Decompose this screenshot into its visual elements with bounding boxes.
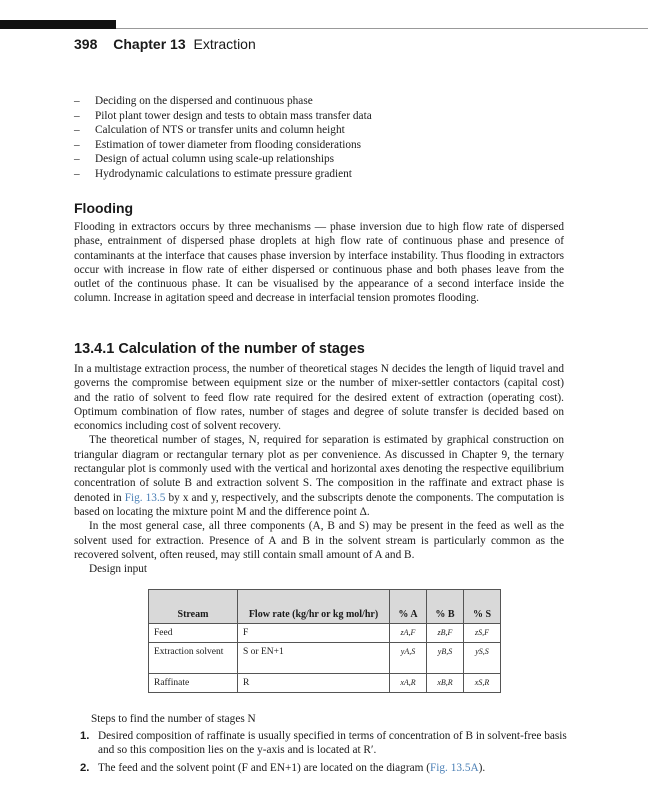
list-item: – Hydrodynamic calculations to estimate pressure gradient	[74, 167, 352, 180]
list-item: – Estimation of tower diameter from flooding considerations	[74, 138, 362, 151]
section-heading: 13.4.1 Calculation of the number of stages	[74, 341, 365, 357]
running-header	[74, 36, 256, 52]
design-input-table	[148, 589, 501, 693]
list-item: – Deciding on the dispersed and continuous phase	[74, 95, 313, 107]
col-stream: Stream	[149, 590, 238, 624]
col-flow-rate: Flow rate (kg/hr or kg mol/hr)	[238, 590, 390, 624]
paragraph-3: In the most general case, all three components (A, B and S) may be present in the feed as well as the solvent used for extraction. Presence of A and B in the solvent stream is particularly common as the recovered solvent, often reused, may still contain small amount of A and B.	[74, 520, 564, 561]
table-row: Extraction solvent S or EN+1 yA,S yB,S yS,S	[149, 643, 501, 674]
flooding-heading: Flooding	[74, 200, 134, 216]
steps-list	[80, 729, 570, 778]
table-row: Feed F zA,F zB,F zS,F	[149, 624, 501, 643]
paragraph-2: The theoretical number of stages, N, required for separation is estimated by graphical construction on triangular diagram or rectangular ternary plot as per convenience. As discussed in Chapter 9, the ternary rectangular plot is commonly used with the vertical and horizontal axes denoting the respective equilibrium concentration of solute B and extraction solvent S. The composition in the raffinate and extract phase is denoted in Fig. 13.5 by x and y, respectively, and the subscripts denote the components. The computation is based on locating the mixture point M and the difference point Δ.	[74, 434, 564, 518]
col-pct-b: % B	[427, 590, 464, 624]
list-item: – Design of actual column using scale-up relationships	[74, 153, 335, 165]
list-item: – Pilot plant tower design and tests to obtain mass transfer data	[74, 109, 372, 122]
table-row: Raffinate R xA,R xB,R xS,R	[149, 674, 501, 693]
steps-heading: Steps to find the number of stages N	[91, 713, 256, 725]
col-pct-s: % S	[464, 590, 501, 624]
figure-link[interactable]: Fig. 13.5	[124, 491, 166, 504]
page-number: 398	[74, 36, 98, 52]
step-2: 2. The feed and the solvent point (F and EN+1) are located on the diagram (Fig. 13.5A).	[80, 761, 486, 774]
header-bar	[0, 20, 116, 29]
step-1: 1. Desired composition of raffinate is usually specified in terms of concentration of B in solvent-free basis and so this composition lies on the y-axis and is located at R′.	[80, 730, 567, 757]
flooding-paragraph: Flooding in extractors occurs by three mechanisms — phase inversion due to high flow rate of dispersed phase, entrainment of dispersed phase droplets at high flow rate of continuous phase and presence of contaminants at the interface that causes phase inversion by interface instability. Thus flooding in extractors occur with increase in flow rate of either dispersed or continuous phase and both phases leave from the outlet of the continuous phase. It can be visualised by the appearance of a second interface inside the column. Increase in agitation speed and decrease in interfacial tension promotes flooding.	[74, 221, 564, 305]
paragraph-1: In a multistage extraction process, the number of theoretical stages N decides the length of liquid travel and governs the compromise between equipment size or the number of mixer-settler contactors (capital cost) and the ratio of solvent to feed flow rate required for the desired extent of extraction (operating cost). Optimum combination of flow rates, number of stages and degree of solute transfer is decided based on economics including cost of solvent recovery.	[74, 363, 564, 433]
design-input-label: Design input	[89, 563, 148, 576]
chapter-title: Extraction	[193, 36, 256, 52]
header-rule	[116, 28, 648, 29]
list-item: – Calculation of NTS or transfer units and column height	[74, 124, 345, 136]
table-header-row	[149, 590, 501, 624]
chapter-label: Chapter 13	[113, 36, 186, 52]
col-pct-a: % A	[390, 590, 427, 624]
figure-link[interactable]: Fig. 13.5A	[429, 761, 479, 774]
section-body	[74, 362, 564, 576]
design-steps-list	[74, 94, 564, 181]
